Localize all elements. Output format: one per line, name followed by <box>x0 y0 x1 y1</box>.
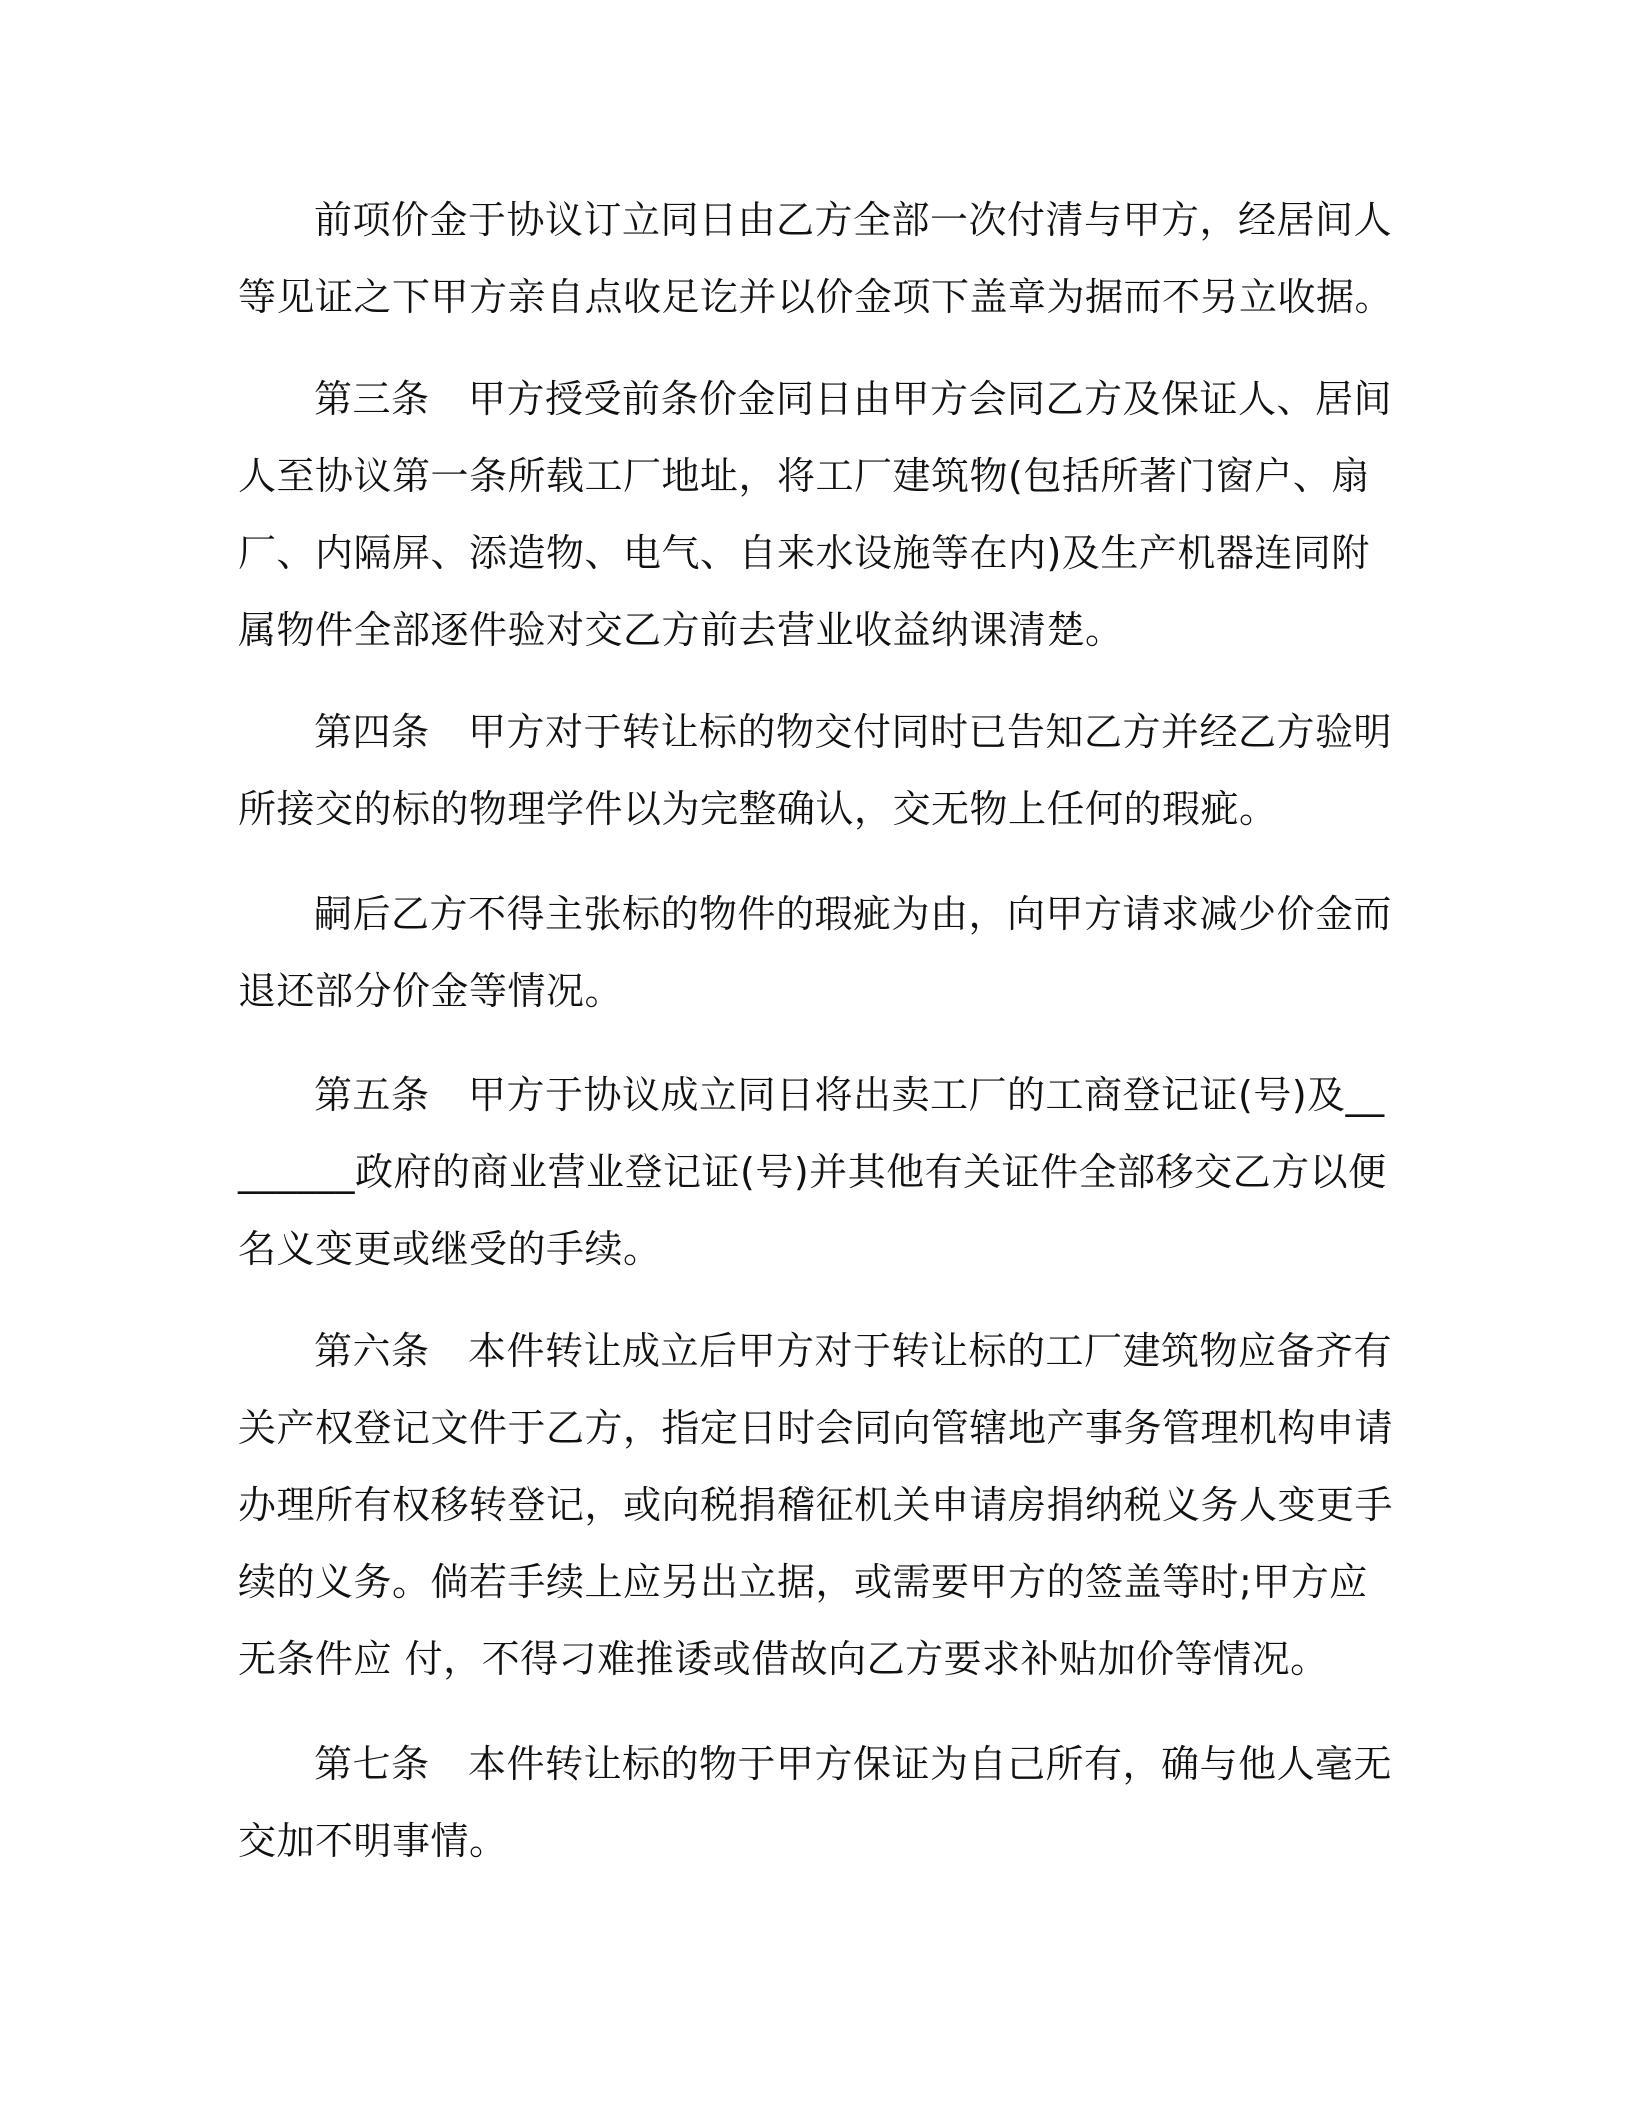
paragraph-article-6: 第六条 本件转让成立后甲方对于转让标的工厂建筑物应备齐有关产权登记文件于乙方，指定日时会同向管辖地产事务管理机构申请办理所有权移转登记，或向税捐稽征机关申请房捐纳税义务人变更手续的义务。倘若手续上应另出立据，或需要甲方的签盖等时;甲方应无条件应 付，不得刁难推诿或借故向乙方要求补贴加价等情况。 <box>238 1329 1394 1681</box>
paragraph-article-4: 第四条 甲方对于转让标的物交付同时已告知乙方并经乙方验明所接交的标的物理学件以为完整确认，交无物上任何的瑕疵。 <box>238 710 1393 831</box>
paragraph-article-3: 第三条 甲方授受前条价金同日由甲方会同乙方及保证人、居间人至协议第一条所载工厂地址，将工厂建筑物(包括所著门窗户、扇厂、内隔屏、添造物、电气、自来水设施等在内)及生产机器连同附属物件全部逐件验对交乙方前去营业收益纳课清楚。 <box>238 377 1393 652</box>
paragraph-article-7: 第七条 本件转让标的物于甲方保证为自己所有，确与他人毫无交加不明事情。 <box>238 1742 1393 1863</box>
paragraph-article-5: 第五条 甲方于协议成立同日将出卖工厂的工商登记证(号)及________政府的商业营业登记证(号)并其他有关证件全部移交乙方以便名义变更或继受的手续。 <box>238 1073 1387 1271</box>
paragraph-article-4-continued: 嗣后乙方不得主张标的物件的瑕疵为由，向甲方请求减少价金而退还部分价金等情况。 <box>238 892 1393 1013</box>
paragraph-payment-terms: 前项价金于协议订立同日由乙方全部一次付清与甲方，经居间人等见证之下甲方亲自点收足讫并以价金项下盖章为据而不另立收据。 <box>238 198 1394 319</box>
